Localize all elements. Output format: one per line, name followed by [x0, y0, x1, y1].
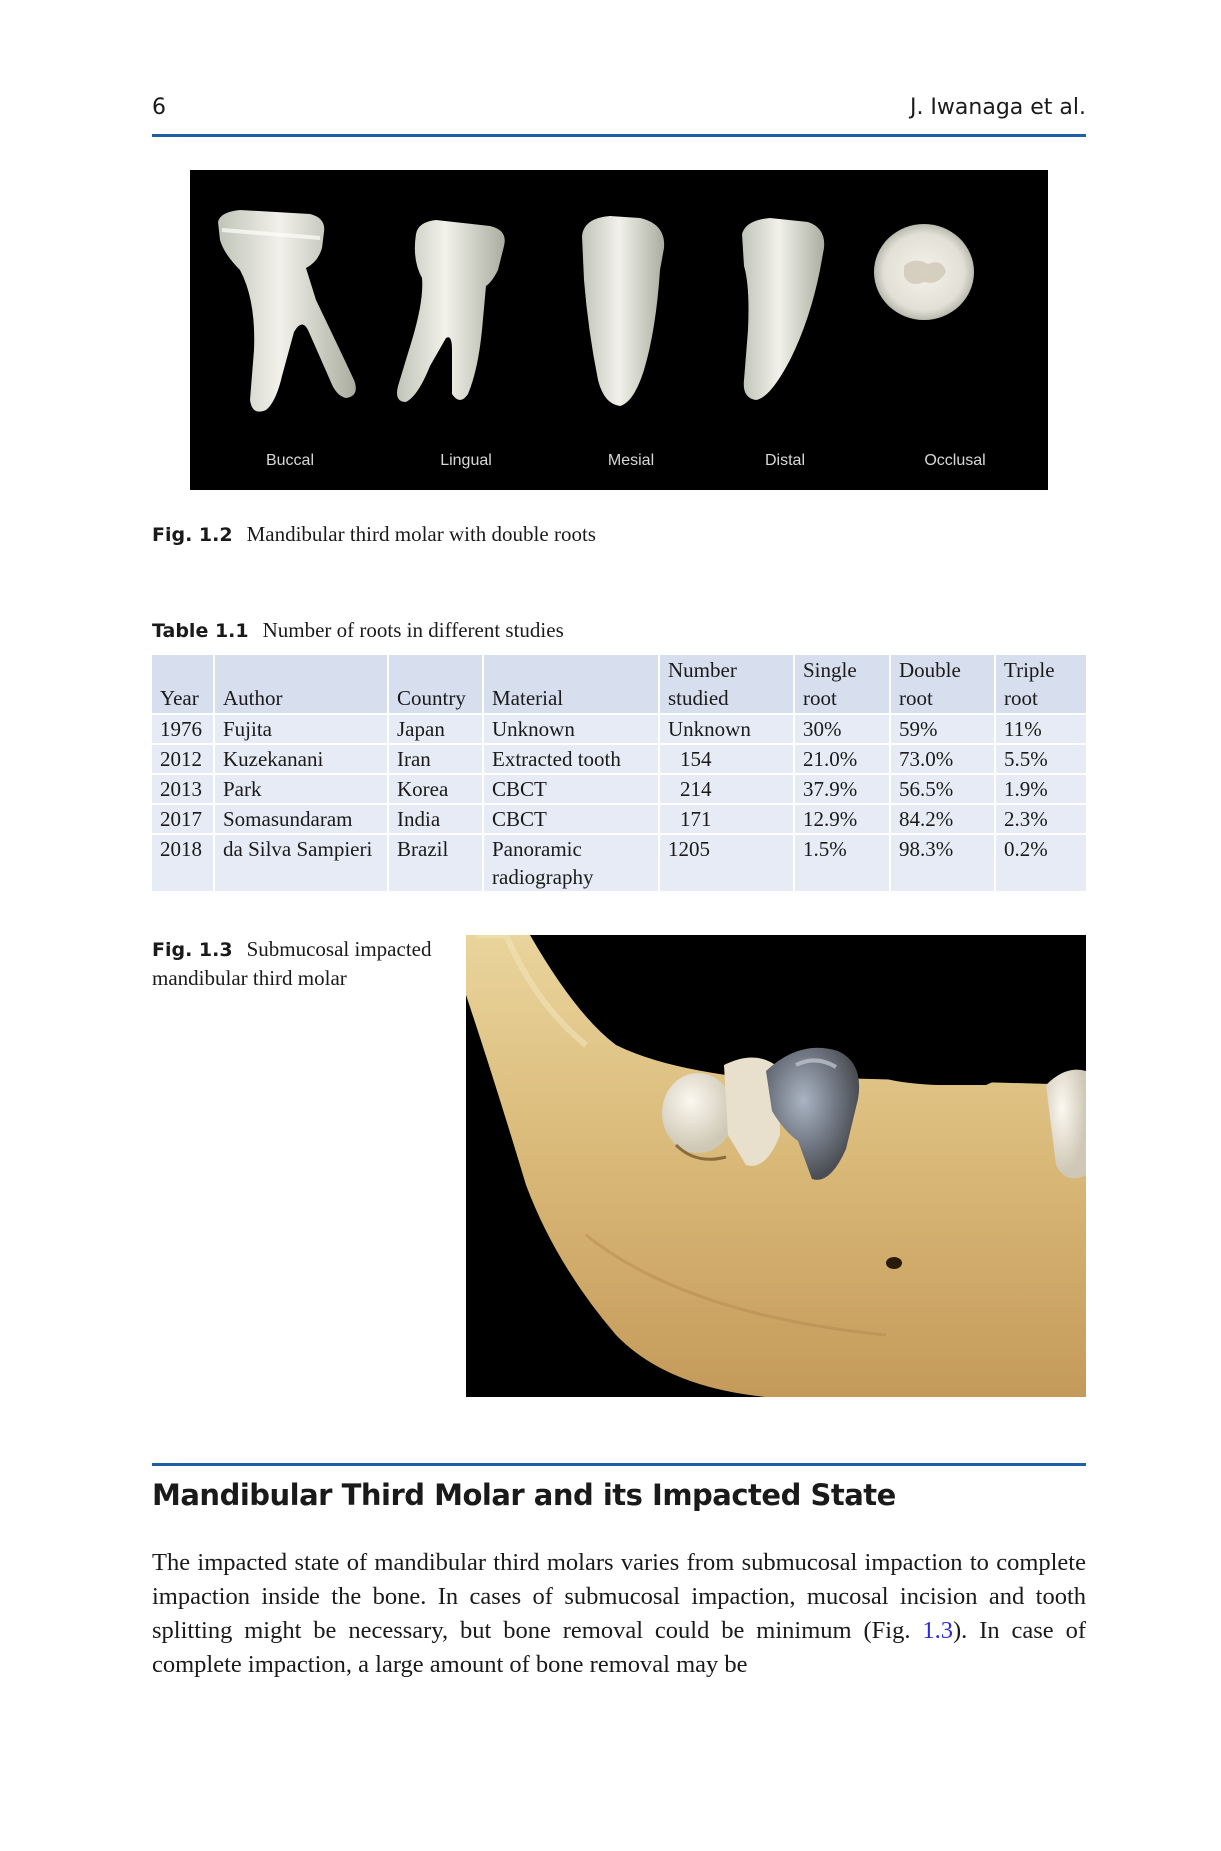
- cell-country: India: [388, 804, 483, 834]
- running-header: [152, 95, 1086, 137]
- tooth-lingual-view: [397, 220, 505, 402]
- header-rule: [152, 134, 1086, 137]
- table-row: [152, 774, 1086, 804]
- cell-double-root: 73.0%: [890, 744, 995, 774]
- body-text-part-2: ). In case of complete impaction, a large amount of bone removal may be: [152, 1617, 1086, 1678]
- cell-material: CBCT: [483, 804, 659, 834]
- view-label-lingual: Lingual: [440, 452, 492, 469]
- roots-table: [152, 655, 1086, 893]
- figure-reference-link[interactable]: 1.3: [922, 1617, 953, 1644]
- tooth-buccal-view: [218, 210, 356, 412]
- section-rule: [152, 1463, 1086, 1466]
- table-row: [152, 744, 1086, 774]
- col-header-year: Year: [152, 655, 214, 714]
- cell-single-root: 1.5%: [794, 834, 890, 892]
- cell-year: 2013: [152, 774, 214, 804]
- table-row: [152, 834, 1086, 892]
- cell-triple-root: 11%: [995, 714, 1086, 744]
- table-row: [152, 804, 1086, 834]
- cell-country: Japan: [388, 714, 483, 744]
- figure-1-2-label: Fig. 1.2: [152, 524, 233, 546]
- cell-number-studied: 154: [659, 744, 794, 774]
- running-author: J. Iwanaga et al.: [909, 95, 1086, 120]
- cell-year: 2018: [152, 834, 214, 892]
- figure-1-2-caption-text: Mandibular third molar with double roots: [246, 522, 596, 546]
- cell-single-root: 37.9%: [794, 774, 890, 804]
- view-label-distal: Distal: [764, 452, 806, 469]
- cell-year: 1976: [152, 714, 214, 744]
- cell-triple-root: 0.2%: [995, 834, 1086, 892]
- cell-material: Extracted tooth: [483, 744, 659, 774]
- cell-number-studied: 214: [659, 774, 794, 804]
- cell-country: Korea: [388, 774, 483, 804]
- tooth-mesial-view: [582, 216, 664, 406]
- col-header-author: Author: [214, 655, 388, 714]
- cell-author: Kuzekanani: [214, 744, 388, 774]
- cell-material: CBCT: [483, 774, 659, 804]
- figure-1-3-label: Fig. 1.3: [152, 939, 233, 961]
- col-header-single-root: Single root: [794, 655, 890, 714]
- col-header-material: Material: [483, 655, 659, 714]
- table-row: [152, 714, 1086, 744]
- cell-author: da Silva Sampieri: [214, 834, 388, 892]
- body-paragraph: [152, 1546, 1086, 1682]
- cell-triple-root: 5.5%: [995, 744, 1086, 774]
- cell-author: Park: [214, 774, 388, 804]
- cell-single-root: 30%: [794, 714, 890, 744]
- figure-1-2-caption: [152, 520, 596, 549]
- cell-number-studied: 171: [659, 804, 794, 834]
- figure-1-3-caption-text: Submucosal impacted mandibular third molar: [152, 937, 432, 990]
- view-label-occlusal: Occlusal: [924, 452, 986, 469]
- cell-single-root: 21.0%: [794, 744, 890, 774]
- figure-1-2-photo: [190, 170, 1048, 490]
- view-label-mesial: Mesial: [607, 452, 655, 469]
- col-header-number-studied: Number studied: [659, 655, 794, 714]
- cell-material: Panoramic radiography: [483, 834, 659, 892]
- cell-double-root: 84.2%: [890, 804, 995, 834]
- cell-single-root: 12.9%: [794, 804, 890, 834]
- col-header-double-root: Double root: [890, 655, 995, 714]
- table-1-1-label: Table 1.1: [152, 620, 249, 642]
- table-1-1-caption: [152, 616, 564, 645]
- cell-year: 2012: [152, 744, 214, 774]
- cell-triple-root: 1.9%: [995, 774, 1086, 804]
- cell-double-root: 59%: [890, 714, 995, 744]
- col-header-country: Country: [388, 655, 483, 714]
- cell-number-studied: 1205: [659, 834, 794, 892]
- figure-1-3-caption: [152, 935, 432, 992]
- body-text-part-1: The impacted state of mandibular third molars varies from submucosal impaction to complete impaction inside the bone. In cases of submucosal impaction, mucosal incision and tooth splitting might be necessary, but bone removal could be minimum (Fig.: [152, 1549, 1086, 1644]
- col-header-triple-root: Triple root: [995, 655, 1086, 714]
- cell-double-root: 56.5%: [890, 774, 995, 804]
- page-number: 6: [152, 95, 166, 120]
- tooth-distal-view: [742, 218, 824, 400]
- cell-year: 2017: [152, 804, 214, 834]
- table-1-1-caption-text: Number of roots in different studies: [262, 618, 564, 642]
- cell-triple-root: 2.3%: [995, 804, 1086, 834]
- section-heading: Mandibular Third Molar and its Impacted State: [152, 1478, 896, 1512]
- cell-number-studied: Unknown: [659, 714, 794, 744]
- tooth-occlusal-view: [874, 224, 974, 320]
- table-header-row: [152, 655, 1086, 714]
- cell-material: Unknown: [483, 714, 659, 744]
- cell-double-root: 98.3%: [890, 834, 995, 892]
- cell-author: Fujita: [214, 714, 388, 744]
- cell-country: Iran: [388, 744, 483, 774]
- mental-foramen: [886, 1257, 902, 1269]
- view-label-buccal: Buccal: [265, 452, 315, 469]
- cell-author: Somasundaram: [214, 804, 388, 834]
- figure-1-3-photo: [466, 935, 1086, 1397]
- cell-country: Brazil: [388, 834, 483, 892]
